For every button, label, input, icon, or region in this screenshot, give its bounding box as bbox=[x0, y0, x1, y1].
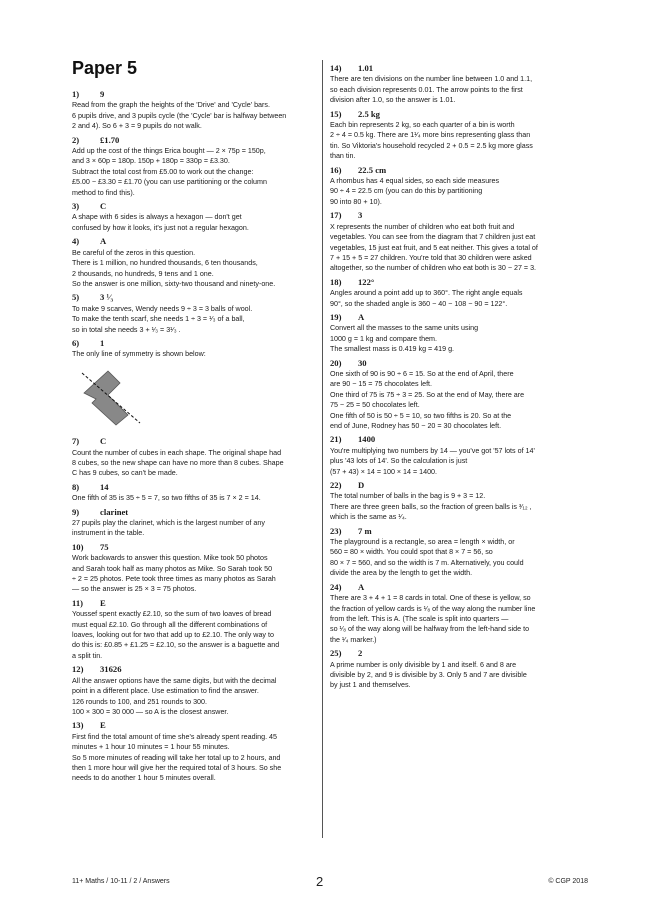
explanation-line: and 3 × 60p = 180p. 150p + 180p = 330p = £3.30. bbox=[72, 157, 230, 166]
question-number: 17) bbox=[330, 210, 342, 221]
explanation-line: which is the same as ¹⁄₄. bbox=[330, 513, 407, 522]
question-answer: E bbox=[100, 597, 106, 608]
question-number: 4) bbox=[72, 236, 80, 247]
explanation-line: loaves, looking out for two that add up to £2.10. The only way to bbox=[72, 631, 274, 640]
explanation-line: than tin. bbox=[330, 152, 356, 161]
explanation-line: must equal £2.10. Go through all the different combinations of bbox=[72, 620, 268, 629]
question-number: 2) bbox=[72, 134, 80, 145]
answer-block bbox=[330, 312, 582, 355]
explanation-line: instrument in the table. bbox=[72, 529, 145, 538]
question-header bbox=[72, 482, 324, 492]
answer-block bbox=[330, 210, 582, 273]
question-answer: 3 ¹⁄₃ bbox=[100, 292, 114, 303]
explanation-line: Each bin represents 2 kg, so each quarter of a bin is worth bbox=[330, 121, 515, 130]
question-header bbox=[72, 720, 324, 730]
question-answer: 1 bbox=[100, 337, 105, 348]
explanation-line: X represents the number of children who eat both fruit and bbox=[330, 222, 515, 231]
explanation-line: altogether, so the number of children who eat both is 30 − 27 = 3. bbox=[330, 264, 537, 273]
left-column bbox=[72, 86, 324, 784]
explanation-line: 75 − 25 = 50 chocolates left. bbox=[330, 401, 420, 410]
answer-block bbox=[72, 135, 324, 198]
question-number: 11) bbox=[72, 597, 83, 608]
question-answer: £1.70 bbox=[100, 134, 120, 145]
explanation-line: 2 ÷ 4 = 0.5 kg. There are 1¹⁄₄ more bins representing glass than bbox=[330, 131, 531, 140]
question-number: 13) bbox=[72, 720, 84, 731]
question-number: 18) bbox=[330, 276, 342, 287]
explanation-line: are 90 − 15 = 75 chocolates left. bbox=[330, 380, 433, 389]
explanation-line: division after 1.0, so the answer is 1.01. bbox=[330, 96, 456, 105]
answer-block bbox=[330, 63, 582, 106]
explanation-line: do this is: £0.85 + £1.25 = £2.10, so the answer is a baguette and bbox=[72, 641, 280, 650]
answer-block bbox=[72, 720, 324, 783]
question-header bbox=[72, 201, 324, 211]
explanation-line: To make 9 scarves, Wendy needs 9 ÷ 3 = 3 balls of wool. bbox=[72, 304, 253, 313]
explanation-line: from the left. This is A. (The scale is split into quarters — bbox=[330, 614, 509, 623]
question-answer: 75 bbox=[100, 541, 109, 552]
explanation-line: The total number of balls in the bag is 9 + 3 = 12. bbox=[330, 492, 486, 501]
question-answer: C bbox=[100, 436, 107, 447]
question-header bbox=[72, 664, 324, 674]
explanation-line: To make the tenth scarf, she needs 1 ÷ 3 = ¹⁄₃ of a ball, bbox=[72, 315, 245, 324]
explanation-line: plus '43 lots of 14'. So the calculation is just bbox=[330, 457, 468, 466]
question-answer: 22.5 cm bbox=[358, 164, 387, 175]
question-answer: 30 bbox=[358, 357, 367, 368]
question-answer: E bbox=[100, 720, 106, 731]
answer-block bbox=[330, 434, 582, 477]
question-header bbox=[330, 358, 582, 368]
column-divider bbox=[322, 60, 323, 838]
explanation-line: the fraction of yellow cards is ¹⁄₈ of the way along the number line bbox=[330, 604, 536, 613]
explanation-line: 2 and 4). So 6 + 3 = 9 pupils do not walk. bbox=[72, 122, 202, 131]
explanation-line: by just 1 and themselves. bbox=[330, 681, 411, 690]
explanation-line: A prime number is only divisible by 1 and itself. 6 and 8 are bbox=[330, 660, 517, 669]
explanation-line: method to find this). bbox=[72, 188, 135, 197]
answer-block bbox=[72, 598, 324, 661]
question-header bbox=[72, 542, 324, 552]
explanation-line: First find the total amount of time she's already spent reading. 45 bbox=[72, 732, 277, 741]
explanation-line: Subtract the total cost from £5.00 to work out the change: bbox=[72, 167, 254, 176]
question-number: 1) bbox=[72, 89, 80, 99]
question-number: 23) bbox=[330, 525, 342, 536]
question-number: 10) bbox=[72, 541, 84, 552]
explanation-line: Work backwards to answer this question. Mike took 50 photos bbox=[72, 554, 268, 563]
explanation-line: The smallest mass is 0.419 kg = 419 g. bbox=[330, 345, 455, 354]
question-answer: 2 bbox=[358, 648, 363, 659]
answer-block bbox=[330, 165, 582, 208]
question-answer: clarinet bbox=[100, 506, 129, 517]
question-answer: 7 m bbox=[358, 525, 372, 536]
question-header bbox=[330, 109, 582, 119]
question-header bbox=[330, 165, 582, 175]
question-header bbox=[330, 277, 582, 287]
explanation-line: needs to do another 1 hour 5 minutes overall. bbox=[72, 774, 216, 783]
question-header bbox=[330, 434, 582, 444]
explanation-line: There are 3 + 4 + 1 = 8 cards in total. One of these is yellow, so bbox=[330, 594, 531, 603]
question-header bbox=[72, 507, 324, 517]
question-header bbox=[72, 598, 324, 608]
explanation-line: Be careful of the zeros in this question. bbox=[72, 248, 196, 257]
explanation-line: So 5 more minutes of reading will take her total up to 2 hours, and bbox=[72, 753, 281, 762]
question-header bbox=[330, 582, 582, 592]
explanation-line: So the answer is one million, sixty-two thousand and ninety-one. bbox=[72, 279, 276, 288]
explanation-line: tin. So Viktoria's household recycled 2 + 0.5 = 2.5 kg more glass bbox=[330, 141, 533, 150]
question-number: 20) bbox=[330, 357, 342, 368]
question-number: 12) bbox=[72, 664, 84, 675]
question-number: 24) bbox=[330, 581, 342, 592]
question-answer: 31626 bbox=[100, 664, 122, 675]
explanation-line: 27 pupils play the clarinet, which is the largest number of any bbox=[72, 519, 265, 527]
explanation-line: then 1 more hour will give her the required total of 3 hours. So she bbox=[72, 763, 282, 772]
question-header bbox=[72, 236, 324, 246]
explanation-line: All the answer options have the same digits, but with the decimal bbox=[72, 676, 277, 685]
question-answer: 1400 bbox=[358, 434, 376, 445]
question-number: 16) bbox=[330, 164, 342, 175]
question-answer: A bbox=[100, 236, 107, 247]
question-number: 3) bbox=[72, 201, 80, 212]
explanation-line: minutes + 1 hour 10 minutes = 1 hour 55 minutes. bbox=[72, 743, 230, 752]
question-answer: 2.5 kg bbox=[358, 108, 380, 119]
explanation-line: so each division represents 0.01. The arrow points to the first bbox=[330, 85, 523, 94]
explanation-line: Add up the cost of the things Erica bought — 2 × 75p = 150p, bbox=[72, 147, 266, 156]
question-number: 7) bbox=[72, 436, 80, 447]
explanation-line: Count the number of cubes in each shape. The original shape had bbox=[72, 448, 282, 457]
explanation-line: A rhombus has 4 equal sides, so each side measures bbox=[330, 177, 500, 186]
explanation-line: (57 + 43) × 14 = 100 × 14 = 1400. bbox=[330, 467, 437, 476]
explanation-line: £5.00 − £3.30 = £1.70 (you can use partitioning or the column bbox=[72, 178, 267, 187]
page-title: Paper 5 bbox=[72, 58, 138, 78]
explanation-line: You're multiplying two numbers by 14 — you've got '57 lots of 14' bbox=[330, 446, 535, 455]
explanation-line: One fifth of 50 is 50 ÷ 5 = 10, so two fifths is 20. So at the bbox=[330, 411, 512, 420]
explanation-line: 90 into 80 + 10). bbox=[330, 197, 382, 206]
explanation-line: confused by how it looks, it's just not a regular hexagon. bbox=[72, 223, 249, 232]
explanation-line: point in a different place. Use estimation to find the answer. bbox=[72, 687, 259, 696]
explanation-line: ÷ 2 = 25 photos. Pete took three times as many photos as Sarah bbox=[72, 575, 276, 584]
answer-block bbox=[72, 507, 324, 539]
question-header bbox=[72, 89, 324, 99]
answer-block bbox=[330, 109, 582, 162]
question-header bbox=[72, 338, 324, 348]
explanation-line: Read from the graph the heights of the 'Drive' and 'Cycle' bars. bbox=[72, 101, 270, 110]
answer-block bbox=[72, 201, 324, 233]
right-column bbox=[330, 60, 582, 691]
explanation-line: so in total she needs 3 + ¹⁄₃ = 3¹⁄₃ . bbox=[72, 325, 181, 334]
explanation-line: There are ten divisions on the number line between 1.0 and 1.1, bbox=[330, 75, 533, 84]
question-header bbox=[330, 312, 582, 322]
explanation-line: The playground is a rectangle, so area = length × width, or bbox=[330, 538, 515, 547]
question-answer: 14 bbox=[100, 481, 109, 492]
explanation-line: There are three green balls, so the fraction of green balls is ³⁄₁₂ , bbox=[330, 502, 532, 511]
explanation-line: 560 = 80 × width. You could spot that 8 × 7 = 56, so bbox=[330, 548, 493, 557]
question-header bbox=[330, 526, 582, 536]
question-answer: 1.01 bbox=[358, 63, 374, 73]
answer-block bbox=[330, 480, 582, 523]
answer-block bbox=[330, 582, 582, 645]
answer-block bbox=[72, 338, 324, 432]
answer-block bbox=[72, 292, 324, 335]
explanation-line: Youssef spent exactly £2.10, so the sum of two loaves of bread bbox=[72, 610, 272, 619]
answer-block bbox=[330, 358, 582, 432]
question-number: 6) bbox=[72, 337, 80, 348]
explanation-line: 80 × 7 = 560, and so the width is 7 m. Alternatively, you could bbox=[330, 558, 524, 567]
explanation-line: A shape with 6 sides is always a hexagon — don't get bbox=[72, 213, 242, 222]
explanation-line: 90°, so the shaded angle is 360 − 40 − 108 − 90 = 122°. bbox=[330, 299, 508, 308]
question-header bbox=[330, 648, 582, 658]
explanation-line: One sixth of 90 is 90 ÷ 6 = 15. So at the end of April, there bbox=[330, 369, 514, 378]
copyright: © CGP 2018 bbox=[548, 878, 588, 885]
question-number: 14) bbox=[330, 63, 342, 73]
explanation-line: One third of 75 is 75 ÷ 3 = 25. So at the end of May, there are bbox=[330, 390, 525, 399]
footer bbox=[72, 876, 588, 890]
explanation-line: Convert all the masses to the same units using bbox=[330, 324, 479, 333]
question-answer: A bbox=[358, 311, 365, 322]
explanation-line: 1000 g = 1 kg and compare them. bbox=[330, 334, 437, 343]
explanation-line: vegetables. You can see from the diagram that 7 children just eat bbox=[330, 233, 536, 242]
question-number: 9) bbox=[72, 506, 80, 517]
answer-block bbox=[72, 664, 324, 717]
explanation-line: — so the answer is 25 × 3 = 75 photos. bbox=[72, 585, 197, 594]
question-answer: D bbox=[358, 480, 365, 491]
answer-block bbox=[72, 542, 324, 595]
question-header bbox=[330, 480, 582, 490]
answer-block bbox=[330, 277, 582, 309]
question-header bbox=[72, 436, 324, 446]
explanation-line: 7 + 15 + 5 = 27 children. You're told that 30 children were asked bbox=[330, 253, 532, 262]
footer-reference: 11+ Maths / 10-11 / 2 / Answers bbox=[72, 878, 170, 885]
answer-block bbox=[330, 526, 582, 579]
explanation-line: 6 pupils drive, and 3 pupils cycle (the 'Cycle' bar is halfway between bbox=[72, 111, 287, 120]
answer-block bbox=[72, 236, 324, 289]
explanation-line: Angles around a point add up to 360°. The right angle equals bbox=[330, 289, 523, 298]
explanation-line: 90 ÷ 4 = 22.5 cm (you can do this by partitioning bbox=[330, 187, 483, 196]
answer-block bbox=[72, 89, 324, 132]
explanation-line: a split tin. bbox=[72, 651, 103, 660]
explanation-line: the ¹⁄₄ marker.) bbox=[330, 635, 377, 644]
question-answer: 3 bbox=[358, 210, 363, 221]
question-header bbox=[330, 63, 582, 73]
answer-block bbox=[330, 648, 582, 691]
explanation-line: 100 × 300 = 30 000 — so A is the closest answer. bbox=[72, 707, 229, 716]
question-number: 22) bbox=[330, 480, 342, 491]
explanation-line: so ¹⁄₈ of the way along will be halfway from the left-hand side to bbox=[330, 625, 530, 634]
question-answer: C bbox=[100, 201, 107, 212]
explanation-line: There is 1 million, no hundred thousands, 6 ten thousands, bbox=[72, 259, 258, 268]
question-header bbox=[72, 135, 324, 145]
question-number: 21) bbox=[330, 434, 342, 445]
question-number: 19) bbox=[330, 311, 342, 322]
explanation-line: 8 cubes, so the new shape can have no more than 8 cubes. Shape bbox=[72, 458, 284, 467]
explanation-line: 2 thousands, no hundreds, 9 tens and 1 one. bbox=[72, 269, 214, 278]
question-number: 8) bbox=[72, 481, 80, 492]
explanation-line: divisible by 2, and 9 is divisible by 3. Only 5 and 7 are divisible bbox=[330, 670, 527, 679]
question-header bbox=[72, 292, 324, 302]
explanation-line: C has 9 cubes, so can't be made. bbox=[72, 469, 178, 478]
explanation-line: One fifth of 35 is 35 ÷ 5 = 7, so two fifths of 35 is 7 × 2 = 14. bbox=[72, 494, 261, 503]
explanation-line: end of June, Rodney has 50 − 20 = 30 chocolates left. bbox=[330, 422, 502, 430]
explanation-line: 126 rounds to 100, and 251 rounds to 300. bbox=[72, 697, 207, 706]
explanation-line: divide the area by the length to get the width. bbox=[330, 569, 473, 578]
question-answer: A bbox=[358, 581, 365, 592]
answer-block bbox=[72, 436, 324, 479]
question-header bbox=[330, 210, 582, 220]
question-number: 5) bbox=[72, 292, 80, 303]
symmetry-diagram bbox=[78, 363, 324, 432]
question-answer: 9 bbox=[100, 89, 105, 99]
explanation-line: The only line of symmetry is shown below: bbox=[72, 350, 206, 359]
page-number: 2 bbox=[316, 874, 324, 889]
explanation-line: vegetables, 15 just eat fruit, and 5 eat neither. This gives a total of bbox=[330, 243, 538, 252]
explanation-line: and Sarah took half as many photos as Mike. So Sarah took 50 bbox=[72, 564, 273, 573]
answer-block bbox=[72, 482, 324, 504]
question-answer: 122° bbox=[358, 276, 375, 287]
question-number: 25) bbox=[330, 648, 342, 659]
question-number: 15) bbox=[330, 108, 342, 119]
